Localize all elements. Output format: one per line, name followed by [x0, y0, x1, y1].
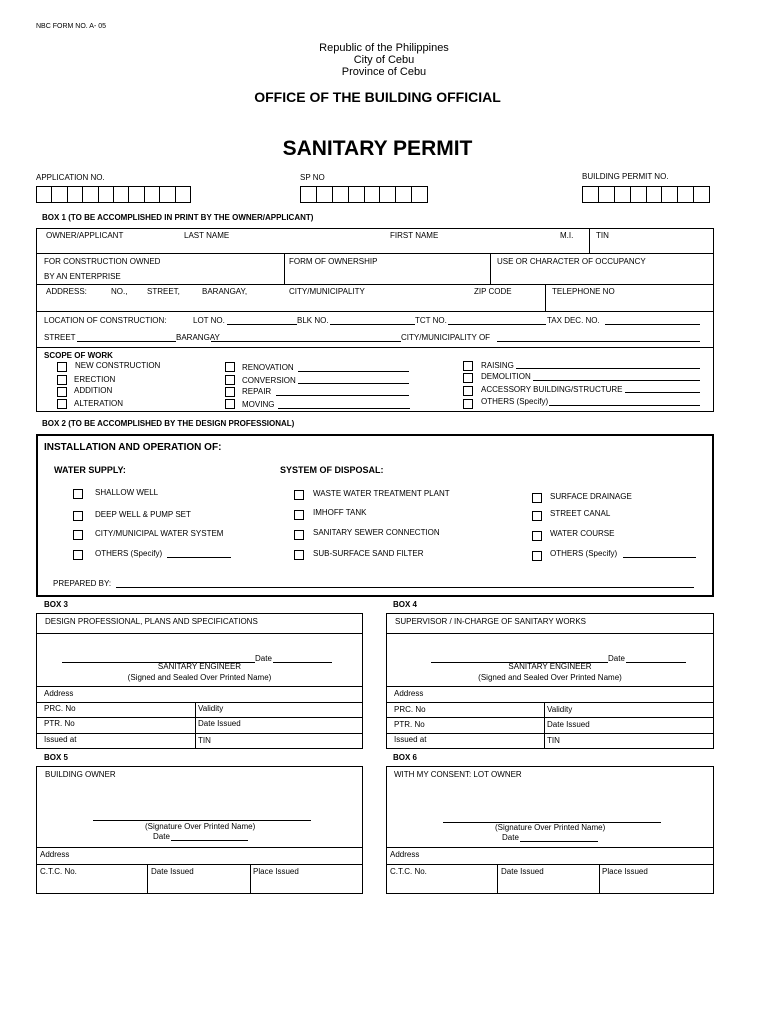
sewer-connection-label: SANITARY SEWER CONNECTION [313, 528, 440, 537]
barangay-line[interactable] [211, 341, 401, 342]
zip-code-label: ZIP CODE [474, 287, 512, 296]
lot-no-line[interactable] [227, 324, 297, 325]
water-others-label: OTHERS (Specify) [95, 549, 163, 558]
surface-drainage-checkbox[interactable] [532, 493, 542, 503]
box5-label: BOX 5 [44, 753, 69, 762]
box6-date-issued-label: Date Issued [501, 867, 544, 876]
box3-date-issued-label: Date Issued [198, 719, 241, 728]
mi-label: M.I. [560, 231, 574, 240]
box3-address-label: Address [44, 689, 74, 698]
blk-no-label: BLK NO. [297, 316, 329, 325]
drainage-others-label: OTHERS (Specify) [550, 549, 618, 558]
box3-heading: DESIGN PROFESSIONAL, PLANS AND SPECIFICATIONS [45, 617, 258, 626]
box6-ctc-label: C.T.C. No. [390, 867, 427, 876]
sand-filter-checkbox[interactable] [294, 550, 304, 560]
street-line[interactable] [77, 341, 176, 342]
page-title: SANITARY PERMIT [282, 137, 473, 160]
scope-erection-checkbox[interactable] [57, 375, 67, 385]
street-label: STREET [44, 333, 76, 342]
sand-filter-label: SUB-SURFACE SAND FILTER [313, 549, 424, 558]
imhoff-tank-checkbox[interactable] [294, 510, 304, 520]
street-canal-checkbox[interactable] [532, 511, 542, 521]
box3-tin-label: TIN [198, 736, 211, 745]
box4-tin-label: TIN [547, 736, 560, 745]
scope-addition-checkbox[interactable] [57, 387, 67, 397]
box5-signature-line[interactable] [93, 820, 311, 821]
box4-heading: SUPERVISOR / IN-CHARGE OF SANITARY WORKS [395, 617, 586, 626]
header-city: City of Cebu [353, 54, 415, 66]
box4-signed: (Signed and Sealed Over Printed Name) [478, 673, 622, 682]
form-of-ownership-label: FORM OF OWNERSHIP [289, 257, 378, 266]
box6-address-label: Address [390, 850, 420, 859]
application-no-label: APPLICATION NO. [36, 173, 105, 182]
waste-water-checkbox[interactable] [294, 490, 304, 500]
box5-ctc-label: C.T.C. No. [40, 867, 77, 876]
blk-no-line[interactable] [330, 324, 415, 325]
by-enterprise-label: BY AN ENTERPRISE [44, 272, 121, 281]
box6-signature-caption: (Signature Over Printed Name) [495, 823, 606, 832]
owner-applicant-label: OWNER/APPLICANT [46, 231, 124, 240]
box4-prc-label: PRC. No [394, 705, 426, 714]
lot-no-label: LOT NO. [193, 316, 225, 325]
building-permit-no-label: BUILDING PERMIT NO. [582, 172, 669, 181]
waste-water-label: WASTE WATER TREATMENT PLANT [313, 489, 450, 498]
box3-label: BOX 3 [44, 600, 69, 609]
box5-address-label: Address [40, 850, 70, 859]
deep-well-label: DEEP WELL & PUMP SET [95, 510, 191, 519]
for-construction-owned-label: FOR CONSTRUCTION OWNED [44, 257, 161, 266]
drainage-others-checkbox[interactable] [532, 551, 542, 561]
scope-moving-label: MOVING [242, 400, 275, 409]
scope-new-construction-checkbox[interactable] [57, 362, 67, 372]
scope-moving-checkbox[interactable] [225, 399, 235, 409]
scope-others-label: OTHERS (Specify) [481, 397, 549, 406]
location-label: LOCATION OF CONSTRUCTION: [44, 316, 167, 325]
imhoff-tank-label: IMHOFF TANK [313, 508, 367, 517]
box4-engineer: SANITARY ENGINEER [508, 662, 592, 671]
box5-date-issued-label: Date Issued [151, 867, 194, 876]
surface-drainage-label: SURFACE DRAINAGE [550, 492, 632, 501]
address-city-label: CITY/MUNICIPALITY [289, 287, 365, 296]
form-number: NBC FORM NO. A- 05 [36, 23, 107, 30]
box6-label: BOX 6 [393, 753, 418, 762]
scope-conversion-label: CONVERSION [242, 376, 296, 385]
scope-demolition-label: DEMOLITION [481, 372, 531, 381]
box3-date-label: Date [255, 654, 272, 663]
address-street-label: STREET, [147, 287, 180, 296]
scope-new-construction-label: NEW CONSTRUCTION [75, 361, 161, 370]
scope-alteration-checkbox[interactable] [57, 399, 67, 409]
prepared-by-line[interactable] [116, 587, 694, 588]
scope-alteration-label: ALTERATION [74, 399, 124, 408]
water-supply-title: WATER SUPPLY: [54, 465, 126, 475]
city-water-label: CITY/MUNICIPAL WATER SYSTEM [95, 529, 224, 538]
box3-ptr-label: PTR. No [44, 719, 75, 728]
box4-address-label: Address [394, 689, 424, 698]
scope-erection-label: ERECTION [74, 375, 116, 384]
scope-renovation-checkbox[interactable] [225, 362, 235, 372]
box3-prc-label: PRC. No [44, 704, 76, 713]
building-permit-no-field[interactable] [582, 186, 710, 203]
scope-addition-label: ADDITION [74, 386, 113, 395]
box6-date-label: Date [502, 833, 519, 842]
box5-heading: BUILDING OWNER [45, 770, 116, 779]
deep-well-checkbox[interactable] [73, 511, 83, 521]
scope-title: SCOPE OF WORK [44, 351, 113, 360]
tct-no-label: TCT NO. [415, 316, 447, 325]
sp-no-field[interactable] [300, 186, 428, 203]
box4-date-label: Date [608, 654, 625, 663]
box5-signature-caption: (Signature Over Printed Name) [145, 822, 256, 831]
city-of-label: CITY/MUNICIPALITY OF [401, 333, 491, 342]
last-name-label: LAST NAME [184, 231, 230, 240]
tct-no-line[interactable] [448, 324, 546, 325]
first-name-label: FIRST NAME [390, 231, 439, 240]
scope-accessory-label: ACCESSORY BUILDING/STRUCTURE [481, 385, 623, 394]
box4-validity-label: Validity [547, 705, 573, 714]
barangay-label: BARANGAY [176, 333, 220, 342]
scope-others-checkbox[interactable] [463, 399, 473, 409]
installation-title: INSTALLATION AND OPERATION OF: [44, 442, 222, 453]
sp-no-label: SP NO [300, 173, 325, 182]
street-canal-label: STREET CANAL [550, 509, 611, 518]
water-others-checkbox[interactable] [73, 550, 83, 560]
scope-raising-checkbox[interactable] [463, 361, 473, 371]
prepared-by-label: PREPARED BY: [53, 579, 112, 588]
box5-date-label: Date [153, 832, 170, 841]
box3-issued-at-label: Issued at [44, 735, 77, 744]
shallow-well-checkbox[interactable] [73, 489, 83, 499]
box2-title: BOX 2 (TO BE ACCOMPLISHED BY THE DESIGN PROFESSIONAL) [42, 419, 295, 428]
box4-label: BOX 4 [393, 600, 418, 609]
application-no-field[interactable] [36, 186, 191, 203]
city-of-line[interactable] [497, 341, 700, 342]
telephone-label: TELEPHONE NO [552, 287, 615, 296]
address-label: ADDRESS: [46, 287, 87, 296]
box1-title: BOX 1 (TO BE ACCOMPLISHED IN PRINT BY THE OWNER/APPLICANT) [42, 213, 314, 222]
address-no-label: NO., [111, 287, 128, 296]
tin-label: TIN [596, 231, 609, 240]
shallow-well-label: SHALLOW WELL [95, 488, 159, 497]
scope-raising-label: RAISING [481, 361, 514, 370]
scope-renovation-label: RENOVATION [242, 363, 294, 372]
box3-validity-label: Validity [198, 704, 224, 713]
tax-dec-no-label: TAX DEC. NO. [547, 316, 600, 325]
scope-accessory-checkbox[interactable] [463, 386, 473, 396]
box4-issued-at-label: Issued at [394, 735, 427, 744]
box4-ptr-label: PTR. No [394, 720, 425, 729]
box3-signed: (Signed and Sealed Over Printed Name) [127, 673, 272, 682]
use-character-label: USE OR CHARACTER OF OCCUPANCY [497, 257, 646, 266]
water-course-checkbox[interactable] [532, 531, 542, 541]
scope-conversion-checkbox[interactable] [225, 375, 235, 385]
box4-date-issued-label: Date Issued [547, 720, 590, 729]
header-province: Province of Cebu [341, 66, 427, 78]
box3-engineer: SANITARY ENGINEER [157, 662, 242, 671]
water-course-label: WATER COURSE [550, 529, 615, 538]
header-republic: Republic of the Philippines [319, 42, 449, 54]
sewer-connection-checkbox[interactable] [294, 530, 304, 540]
scope-repair-label: REPAIR [242, 387, 272, 396]
city-water-checkbox[interactable] [73, 530, 83, 540]
box5-place-issued-label: Place Issued [253, 867, 299, 876]
system-disposal-title: SYSTEM OF DISPOSAL: [280, 465, 384, 475]
box6-heading: WITH MY CONSENT: LOT OWNER [394, 770, 522, 779]
office-title: OFFICE OF THE BUILDING OFFICIAL [254, 89, 501, 105]
address-barangay-label: BARANGAY, [202, 287, 248, 296]
scope-demolition-checkbox[interactable] [463, 373, 473, 383]
box6-place-issued-label: Place Issued [602, 867, 648, 876]
scope-repair-checkbox[interactable] [225, 387, 235, 397]
tax-dec-no-line[interactable] [605, 324, 700, 325]
